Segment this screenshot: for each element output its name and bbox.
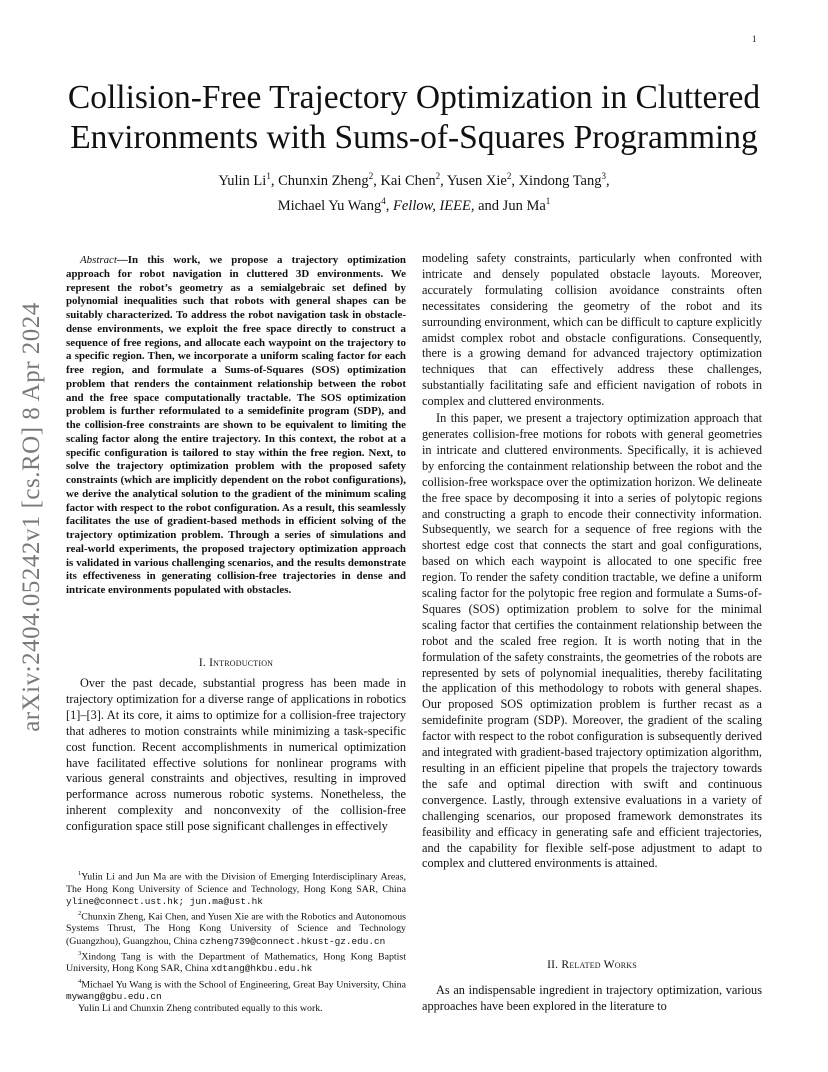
section-title: Introduction [209,656,274,669]
email-link[interactable]: yline@connect.ust.hk; jun.ma@ust.hk [66,895,263,907]
affiliation-mark: 1 [545,195,551,206]
paragraph-text: Over the past decade, substantial progress has been made in trajectory optimization for a diverse range of applications in robotics [1]–[3]. At its core, it aims to optimize for a collision-free trajectory that adheres to motion constraints while minimizing a task-specific cost function. Recent accomplishments in numerical optimization have facilitated effective solutions for nonlinear programs with various general constraints and objectives, resulting in improved performance across numerous robotic systems. Nonetheless, the inherent complexity and nonconvexity of the collision-free configuration space still pose significant challenges in effectively [66,676,406,834]
paper-title: Collision-Free Trajectory Optimization in Cluttered Environments with Sums-of-Squares Programming [67,79,761,156]
author-name: Michael Yu Wang [277,197,382,214]
section-heading-related-works [422,958,762,971]
paragraph-text: In this paper, we present a trajectory optimization approach that generates collision-free motions for robots with general geometries in intricate and cluttered environments. Specifically, it is achieved by enforcing the containment relationship between the robot and the collision-free workspace over the optimization horizon. We delineate the free space by decomposing it into a series of polytopic regions and constructing a graph to encode their connectivity information. Subsequently, we search for a sequence of free regions with the shortest edge cost that connects the start and goal configurations, based on which each waypoint is allocated to one specific free region. To render the safety condition tractable, we define a uniform scaling factor for the polytopic free region and formulate a Sums-of-Squares (SOS) optimization problem to solve for the minimal scaling factor that certifies the containment relationship between the robot and the scaled free region. It is worth noting that in the formulation of the safety constraints, the geometries of the robots are represented by sets of polynomial inequalities, thereby facilitating the application of this methodology to robots with general shapes. Our proposed SOS optimization problem is further recast as a semidefinite program (SDP). Moreover, the gradient of the scaling factor with respect to the robot configuration is subsequently derived and integrated with gradient-based trajectory optimization algorithm, resulting in an efficient pipeline that propels the trajectory towards the safe and optimal direction with swift and continuous convergence. Lastly, through extensive evaluations in a variety of challenging scenarios, our proposed framework demonstrates its feasibility and efficacy in generating safe and efficient trajectories, and the capability for flexible self-pose adjustment to adapt to complex and cluttered environments is attained. [422,411,762,871]
footnote-4 [66,976,406,1004]
intro-paragraph [66,676,406,835]
email-link[interactable]: mywang@gbu.edu.cn [66,991,162,1003]
affiliation-mark: 1 [266,171,271,181]
abstract [66,254,406,598]
affiliation-mark: 2 [435,171,441,181]
email-link[interactable]: xdtang@hkbu.edu.hk [211,963,313,975]
author-title: Fellow, IEEE, [393,197,475,214]
section-title: Related Works [561,958,637,971]
footnote-mark: 2 [78,909,82,917]
author-list [40,166,788,216]
footnotes [66,868,406,1015]
affiliation-mark: 4 [381,195,386,206]
arxiv-id: arXiv:2404.05242v1 [cs.RO] 8 Apr 2024 [18,302,45,732]
footnote-3 [66,948,406,976]
footnote-text: Chunxin Zheng, Kai Chen, and Yusen Xie are with the Robotics and Autonomous Systems Thrust, The Hong Kong University of Science and Technology (Guangzhou), Guangzhou, China [66,911,406,947]
arxiv-stamp [10,290,54,745]
footnote-1 [66,868,406,908]
related-works-paragraph [422,983,762,1015]
affiliation-mark: 2 [506,171,512,181]
email-link[interactable]: czheng739@connect.hkust-gz.edu.cn [199,935,386,947]
author-name: Yulin Li [218,172,267,189]
paragraph-text: As an indispensable ingredient in trajectory optimization, various approaches have been explored in the literature to [422,983,762,1013]
abstract-text: In this work, we propose a trajectory optimization approach for robot navigation in cluttered 3D environments. We represent the robot’s geometry as a semialgebraic set defined by polynomial inequalities such that robots with general shapes can be suitably characterized. To address the robot navigation task in obstacle-dense environments, we exploit the free space directly to construct a sequence of free regions, and allocate each waypoint on the trajectory to a specific region. Then, we incorporate a uniform scaling factor for each free region, and formulate a Sums-of-Squares (SOS) optimization problem that renders the containment relationship between the robot and the free space computationally tractable. The SOS optimization problem is further reformulated to a semidefinite program (SDP), and the collision-free constraints are shown to be equivalent to limiting the scaling factor along the entire trajectory. In this context, the robot at a specific configuration is tailored to stay within the free region. Next, to solve the trajectory optimization problem with the proposed safety constraints (which are implicitly dependent on the robot configurations), we derive the analytical solution to the gradient of the minimum scaling factor with respect to the robot configuration. As a result, this seamlessly facilitates the use of gradient-based methods in efficient solving of the trajectory optimization problem. Through a series of simulations and real-world experiments, the proposed trajectory optimization approach is validated in various challenging scenarios, and the results demonstrate its effectiveness in generating collision-free trajectories in dense and intricate environments populated with obstacles. [66,254,406,596]
abstract-label: Abstract [80,254,117,266]
footnote-5: Yulin Li and Chunxin Zheng contributed equally to this work. [78,1003,323,1015]
footnote-mark: 4 [78,977,82,985]
affiliation-mark: 3 [601,171,606,181]
footnote-mark: 1 [78,870,82,877]
page-number: 1 [752,34,757,44]
footnote-text: Xindong Tang is with the Department of Mathematics, Hong Kong Baptist University, Hong Kong SAR, China [66,951,406,975]
section-number: II. [547,958,559,971]
author-name: , Yusen Xie [440,172,507,189]
author-name: , Kai Chen [373,172,436,189]
author-name: , Chunxin Zheng [270,172,369,189]
author-name: , Xindong Tang [511,172,602,189]
author-name: and Jun Ma [474,197,546,214]
abstract-dash: — [116,254,128,266]
section-heading-introduction [66,656,406,669]
paragraph-text: modeling safety constraints, particularly when confronted with intricate and densely populated obstacle layouts. Moreover, accurately formulating collision avoidance constraints often necessitates considering the geometry of the robot and its surrounding environment, which can be difficult to capture explicitly amidst complex robot and obstacle configurations. Consequently, there is a growing demand for advanced trajectory optimization techniques that can effectively address these challenges, substantially facilitating safe and efficient navigation of robots in complex and cluttered environments. [422,251,762,409]
footnote-text: Michael Yu Wang is with the School of Engineering, Great Bay University, China [81,978,406,990]
footnote-2 [66,908,406,948]
footnote-mark: 3 [78,949,82,957]
author-separator: , [605,172,610,189]
footnote-text: Yulin Li and Jun Ma are with the Division of Emerging Interdisciplinary Areas, The Hong Kong University of Science and Technology, Hong Kong SAR, China [66,871,406,895]
right-column-text [422,251,762,872]
section-number: I. [198,656,206,669]
author-separator: , [385,197,390,214]
affiliation-mark: 2 [368,171,374,181]
